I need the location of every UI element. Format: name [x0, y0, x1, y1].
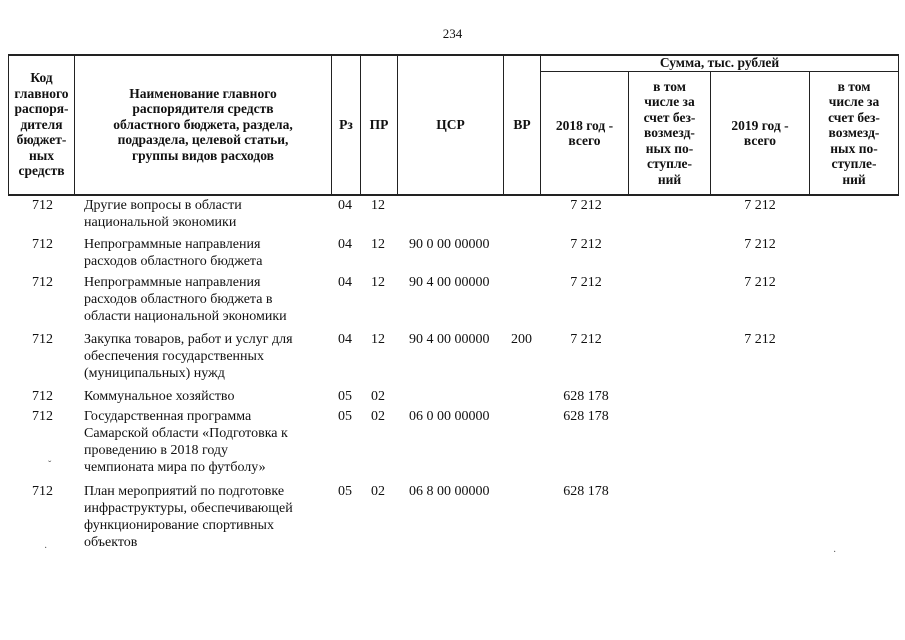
row-pr: 12	[371, 237, 385, 252]
row-sum-2018: 7 212	[570, 332, 602, 347]
row-csr: 90 4 00 00000	[409, 275, 490, 290]
row-code: 712	[32, 332, 53, 347]
row-csr: 90 0 00 00000	[409, 237, 490, 252]
row-pr: 02	[371, 409, 385, 424]
header-bottom-border	[8, 194, 899, 196]
header-csr: ЦСР	[436, 116, 465, 132]
row-rz: 05	[338, 389, 352, 404]
header-name: Наименование главного распорядителя средств областного бюджета, раздела, подраздела, целевой статьи, группы видов расходов	[113, 85, 293, 163]
header-right-border	[898, 54, 899, 195]
row-rz: 04	[338, 237, 352, 252]
row-pr: 12	[371, 198, 385, 213]
header-rz: Рз	[339, 116, 353, 132]
header-2018-grants: в том числе за счет без- возмезд- ных по- ступле- ний	[643, 78, 696, 187]
table-header	[8, 54, 899, 196]
row-sum-2018: 7 212	[570, 275, 602, 290]
row-rz: 05	[338, 484, 352, 499]
header-2018-total: 2018 год - всего	[555, 117, 614, 148]
row-sum-2018: 7 212	[570, 237, 602, 252]
row-rz: 04	[338, 332, 352, 347]
page-number: 234	[442, 26, 463, 41]
row-pr: 12	[371, 275, 385, 290]
row-rz: 05	[338, 409, 352, 424]
row-sum-2019: 7 212	[744, 275, 776, 290]
row-sum-2018: 628 178	[563, 389, 609, 404]
header-pr: ПР	[369, 116, 389, 132]
row-code: 712	[32, 409, 53, 424]
row-code: 712	[32, 237, 53, 252]
header-sum: Сумма, тыс. рублей	[659, 55, 780, 71]
row-rz: 04	[338, 198, 352, 213]
row-sum-2018: 628 178	[563, 484, 609, 499]
row-pr: 12	[371, 332, 385, 347]
header-code: Код главного распоря- дителя бюджет- ных средств	[14, 70, 69, 179]
row-sum-2019: 7 212	[744, 237, 776, 252]
row-sum-2018: 7 212	[570, 198, 602, 213]
row-csr: 06 8 00 00000	[409, 484, 490, 499]
row-code: 712	[32, 198, 53, 213]
row-csr: 90 4 00 00000	[409, 332, 490, 347]
row-name: Непрограммные направления расходов областного бюджета в области национальной экономики	[84, 275, 287, 324]
scan-speck: ·	[44, 543, 48, 554]
scan-speck: ˇ	[48, 460, 52, 471]
row-csr: 06 0 00 00000	[409, 409, 490, 424]
row-sum-2018: 628 178	[563, 409, 609, 424]
row-pr: 02	[371, 484, 385, 499]
header-vr: ВР	[513, 116, 531, 132]
row-name: Непрограммные направления расходов областного бюджета	[84, 237, 263, 269]
header-2019-grants: в том числе за счет без- возмезд- ных по- ступле- ний	[828, 78, 880, 187]
scan-speck: ·	[833, 547, 837, 558]
row-code: 712	[32, 275, 53, 290]
row-vr: 200	[511, 332, 532, 347]
row-name: Государственная программа Самарской области «Подготовка к проведению в 2018 году чемпионата мира по футболу»	[84, 409, 288, 475]
header-2019-total: 2019 год - всего	[731, 117, 789, 148]
row-code: 712	[32, 389, 53, 404]
row-rz: 04	[338, 275, 352, 290]
row-name: План мероприятий по подготовке инфраструктуры, обеспечивающей функционирование спортивных объектов	[84, 484, 293, 550]
row-code: 712	[32, 484, 53, 499]
row-sum-2019: 7 212	[744, 332, 776, 347]
row-name: Коммунальное хозяйство	[84, 389, 235, 404]
row-name: Закупка товаров, работ и услуг для обеспечения государственных (муниципальных) нужд	[84, 332, 293, 381]
row-name: Другие вопросы в области национальной экономики	[84, 198, 242, 230]
row-sum-2019: 7 212	[744, 198, 776, 213]
row-pr: 02	[371, 389, 385, 404]
